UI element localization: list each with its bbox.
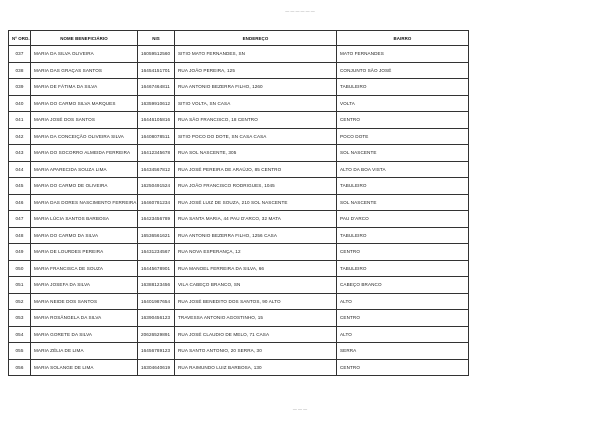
cell-nome: MARIA DE LOURDES PEREIRA <box>31 244 138 261</box>
cell-ord: 056 <box>9 359 31 376</box>
cell-endereco: RUA SANTO ANTONIO, 20 SERRA, 30 <box>175 343 337 360</box>
cell-bairro: PAU D'ARCO <box>337 211 469 228</box>
beneficiary-table <box>8 30 469 376</box>
cell-bairro: CENTRO <box>337 359 469 376</box>
cell-nis: 16390456123 <box>138 310 175 327</box>
cell-ord: 038 <box>9 62 31 79</box>
cell-endereco: RUA RAIMUNDO LUIZ BARBOSA, 130 <box>175 359 337 376</box>
header-nome: NOME BENEFICIÁRIO <box>31 31 138 46</box>
page-header: — — — — — — <box>285 8 315 13</box>
cell-ord: 042 <box>9 128 31 145</box>
table-row <box>9 260 469 277</box>
cell-endereco: RUA JOSÉ BENEDITO DOS SANTOS, 90 ALTO <box>175 293 337 310</box>
cell-nome: MARIA DO CARMO DA SILVA <box>31 227 138 244</box>
cell-nis: 16454151701 <box>138 62 175 79</box>
cell-ord: 052 <box>9 293 31 310</box>
cell-nome: MARIA DA CONCEIÇÃO OLIVEIRA SILVA <box>31 128 138 145</box>
table-row <box>9 79 469 96</box>
cell-ord: 040 <box>9 95 31 112</box>
cell-nis: 16460781234 <box>138 194 175 211</box>
cell-ord: 049 <box>9 244 31 261</box>
cell-endereco: RUA NOVA ESPERANÇA, 12 <box>175 244 337 261</box>
header-endereco: ENDEREÇO <box>175 31 337 46</box>
cell-ord: 053 <box>9 310 31 327</box>
cell-bairro: ALTO <box>337 326 469 343</box>
cell-bairro: POCO DOTE <box>337 128 469 145</box>
table-row <box>9 326 469 343</box>
cell-bairro: SOL NASCENTE <box>337 194 469 211</box>
cell-ord: 048 <box>9 227 31 244</box>
cell-nis: 20626529891 <box>138 326 175 343</box>
cell-nome: MARIA NEIDE DOS SANTOS <box>31 293 138 310</box>
cell-nome: MARIA DA SILVA OLIVEIRA <box>31 46 138 63</box>
table-row <box>9 128 469 145</box>
cell-nome: MARIA LÚCIA SANTOS BARBOSA <box>31 211 138 228</box>
cell-nome: MARIA ZÉLIA DE LIMA <box>31 343 138 360</box>
table-row <box>9 343 469 360</box>
cell-endereco: RUA JOSÉ PEREIRA DE ARAÚJO, 85 CENTRO <box>175 161 337 178</box>
cell-endereco: SITIO MATO FERNANDES, SN <box>175 46 337 63</box>
cell-ord: 046 <box>9 194 31 211</box>
cell-bairro: TABULEIRO <box>337 79 469 96</box>
cell-nome: MARIA ROSÂNGELA DA SILVA <box>31 310 138 327</box>
cell-ord: 051 <box>9 277 31 294</box>
table-row <box>9 62 469 79</box>
header-nis: NIS <box>138 31 175 46</box>
page-footer: — — — <box>292 406 308 411</box>
cell-nis: 16434567812 <box>138 161 175 178</box>
cell-endereco: RUA ANTONIO BEZERRA FILHO, 1256 CASA <box>175 227 337 244</box>
cell-endereco: VILA CABEÇO BRANCO, SN <box>175 277 337 294</box>
cell-ord: 045 <box>9 178 31 195</box>
table-row <box>9 293 469 310</box>
cell-bairro: TABULEIRO <box>337 178 469 195</box>
cell-endereco: RUA SÃO FRANCISCO, 18 CENTRO <box>175 112 337 129</box>
cell-ord: 050 <box>9 260 31 277</box>
cell-nome: MARIA DO CARMO DE OLIVEIRA <box>31 178 138 195</box>
cell-endereco: RUA MANOEL FERREIRA DA SILVA, 66 <box>175 260 337 277</box>
cell-nome: MARIA APARECIDA SOUZA LIMA <box>31 161 138 178</box>
cell-bairro: TABULEIRO <box>337 227 469 244</box>
table-row <box>9 211 469 228</box>
table-row <box>9 112 469 129</box>
table-row <box>9 310 469 327</box>
cell-ord: 041 <box>9 112 31 129</box>
cell-endereco: RUA JOSÉ LUIZ DE SOUZA, 210 SOL NASCENTE <box>175 194 337 211</box>
cell-bairro: SOL NASCENTE <box>337 145 469 162</box>
table-row <box>9 244 469 261</box>
cell-bairro: CABEÇO BRANCO <box>337 277 469 294</box>
table-row <box>9 227 469 244</box>
table-row <box>9 46 469 63</box>
cell-nis: 16059512560 <box>138 46 175 63</box>
cell-endereco: SITIO VOLTA, SN CASA <box>175 95 337 112</box>
cell-bairro: CENTRO <box>337 310 469 327</box>
cell-bairro: CENTRO <box>337 112 469 129</box>
table-row <box>9 161 469 178</box>
cell-bairro: MATO FERNANDES <box>337 46 469 63</box>
cell-bairro: SERRA <box>337 343 469 360</box>
cell-ord: 044 <box>9 161 31 178</box>
cell-nome: MARIA DO CARMO SILVA MARQUES <box>31 95 138 112</box>
cell-bairro: CONJUNTO SÃO JOSÉ <box>337 62 469 79</box>
cell-nis: 16250491524 <box>138 178 175 195</box>
cell-endereco: SITIO POCO DO DOTE, SN CASA CASA <box>175 128 337 145</box>
cell-nome: MARIA DE FÁTIMA DA SILVA <box>31 79 138 96</box>
cell-nis: 16467464811 <box>138 79 175 96</box>
cell-bairro: ALTO <box>337 293 469 310</box>
cell-endereco: RUA SOL NASCENTE, 305 <box>175 145 337 162</box>
cell-nis: 16401987654 <box>138 293 175 310</box>
table-row <box>9 95 469 112</box>
cell-nome: MARIA GORETE DA SILVA <box>31 326 138 343</box>
cell-nis: 16304640619 <box>138 359 175 376</box>
cell-nis: 16446105816 <box>138 112 175 129</box>
cell-nis: 16536561621 <box>138 227 175 244</box>
table-row <box>9 277 469 294</box>
cell-endereco: TRAVESSA ANTONIO AGOSTINHO, 15 <box>175 310 337 327</box>
cell-nis: 16431234567 <box>138 244 175 261</box>
cell-nome: MARIA FRANCISCA DE SOUZA <box>31 260 138 277</box>
table-row <box>9 145 469 162</box>
cell-ord: 037 <box>9 46 31 63</box>
cell-endereco: RUA ANTONIO BEZERRA FILHO, 1260 <box>175 79 337 96</box>
cell-endereco: RUA JOÃO FRANCISCO RODRIGUES, 1045 <box>175 178 337 195</box>
cell-ord: 043 <box>9 145 31 162</box>
cell-nis: 16456789123 <box>138 343 175 360</box>
cell-bairro: VOLTA <box>337 95 469 112</box>
cell-nis: 16388123456 <box>138 277 175 294</box>
cell-nis: 16359910612 <box>138 95 175 112</box>
table-row <box>9 178 469 195</box>
cell-endereco: RUA SANTA MARIA, 44 PAU D'ARCO, 32 MATA <box>175 211 337 228</box>
cell-ord: 054 <box>9 326 31 343</box>
header-bairro: BAIRRO <box>337 31 469 46</box>
cell-nis: 16408078511 <box>138 128 175 145</box>
table-header-row <box>9 31 469 46</box>
cell-nis: 16445678901 <box>138 260 175 277</box>
cell-ord: 047 <box>9 211 31 228</box>
cell-bairro: ALTO DA BOA VISTA <box>337 161 469 178</box>
cell-nome: MARIA JOSEFA DA SILVA <box>31 277 138 294</box>
cell-bairro: CENTRO <box>337 244 469 261</box>
cell-bairro: TABULEIRO <box>337 260 469 277</box>
cell-ord: 055 <box>9 343 31 360</box>
cell-nome: MARIA SOLANGE DE LIMA <box>31 359 138 376</box>
table-row <box>9 194 469 211</box>
header-ord: Nº ORD. <box>9 31 31 46</box>
cell-nis: 16423456789 <box>138 211 175 228</box>
cell-nome: MARIA DO SOCORRO ALMEIDA FERREIRA <box>31 145 138 162</box>
table-row <box>9 359 469 376</box>
cell-nome: MARIA DAS DORES NASCIMENTO FERREIRA <box>31 194 138 211</box>
cell-endereco: RUA JOÃO PEREIRA, 125 <box>175 62 337 79</box>
cell-endereco: RUA JOSÉ CLAUDIO DE MELO, 71 CASA <box>175 326 337 343</box>
cell-ord: 039 <box>9 79 31 96</box>
cell-nome: MARIA JOSÉ DOS SANTOS <box>31 112 138 129</box>
cell-nome: MARIA DAS GRAÇAS SANTOS <box>31 62 138 79</box>
cell-nis: 16412345678 <box>138 145 175 162</box>
